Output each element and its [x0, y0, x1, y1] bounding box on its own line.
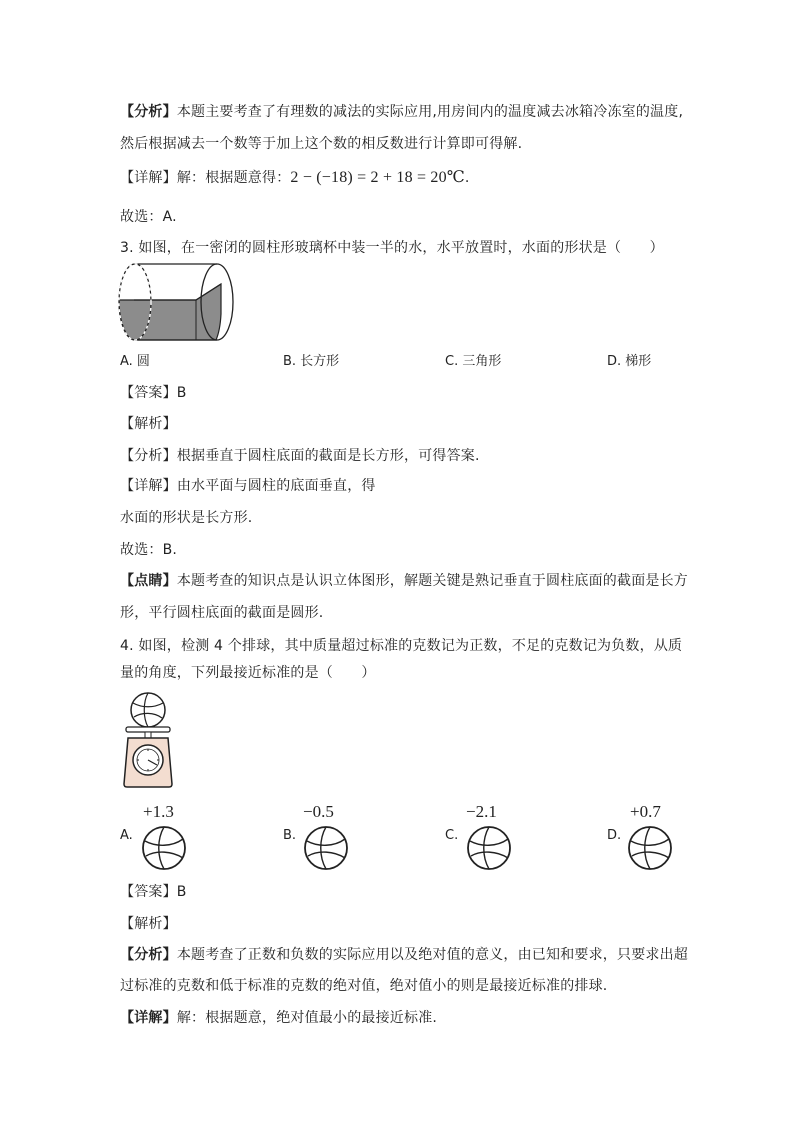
q4-analysis-line1	[120, 945, 688, 965]
q4-option-d-letter[interactable]: D.	[607, 828, 622, 843]
q4-option-c-value: −2.1	[466, 802, 497, 821]
q4-option-c-letter[interactable]: C.	[445, 828, 459, 843]
q4-option-b-value: −0.5	[303, 802, 334, 821]
detail-text: 解：根据题意，绝对值最小的最接近标准.	[176, 1010, 438, 1026]
q4-option-d-value: +0.7	[630, 802, 661, 821]
q3-detail-line2: 水面的形状是长方形.	[120, 510, 253, 526]
detail-tag: 【详解】	[120, 170, 177, 186]
analysis-tag: 【分析】	[120, 947, 177, 963]
q3-option-d[interactable]: D. 梯形	[607, 354, 652, 369]
q3-choice: 故选：B.	[120, 542, 178, 558]
volleyball-icon	[141, 825, 187, 871]
analysis-text: 本题考查了正数和负数的实际应用以及绝对值的意义，由已知和要求，只要求出超	[176, 947, 689, 963]
q3-comment-line2: 形，平行圆柱底面的截面是圆形.	[120, 605, 324, 621]
q3-question: 3. 如图，在一密闭的圆柱形玻璃杯中装一半的水，水平放置时，水面的形状是（ ）	[120, 240, 664, 256]
q4-detail	[120, 1008, 437, 1028]
q3-parse-head: 【解析】	[120, 416, 177, 432]
q3-answer: 【答案】B	[120, 385, 187, 401]
analysis-tag: 【分析】	[120, 448, 177, 464]
analysis-tag: 【分析】	[120, 104, 177, 120]
detail-tag: 【详解】	[120, 1010, 177, 1026]
q4-question-line2: 量的角度，下列最接近标准的是（ ）	[120, 665, 376, 681]
q4-question-line1: 4. 如图，检测 4 个排球，其中质量超过标准的克数记为正数，不足的克数记为负数，从质	[120, 638, 683, 654]
q4-option-a-value: +1.3	[143, 802, 174, 821]
q3-comment-line1	[120, 571, 688, 591]
q2-detail	[120, 168, 470, 188]
q4-option-a-letter[interactable]: A.	[120, 828, 133, 843]
q2-choice: 故选：A.	[120, 209, 177, 225]
q2-analysis-line2: 然后根据减去一个数等于加上这个数的相反数进行计算即可得解.	[120, 136, 523, 152]
volleyball-icon	[627, 825, 673, 871]
q3-option-a[interactable]: A. 圆	[120, 354, 150, 369]
q4-answer: 【答案】B	[120, 884, 187, 900]
analysis-text: 本题主要考查了有理数的减法的实际应用,用房间内的温度减去冰箱冷冻室的温度,	[176, 104, 684, 120]
detail-math: 2 − (−18) = 2 + 18 = 20℃	[290, 169, 465, 186]
q4-parse-head: 【解析】	[120, 916, 177, 932]
q3-detail	[120, 476, 376, 496]
q3-option-c[interactable]: C. 三角形	[445, 354, 502, 369]
detail-tag: 【详解】	[120, 478, 177, 494]
analysis-text: 根据垂直于圆柱底面的截面是长方形，可得答案.	[176, 448, 480, 464]
q3-analysis	[120, 446, 480, 466]
q4-option-b-letter[interactable]: B.	[283, 828, 297, 843]
detail-end: .	[464, 170, 470, 186]
scale-with-ball-figure	[118, 690, 178, 790]
volleyball-icon	[466, 825, 512, 871]
detail-text: 由水平面与圆柱的底面垂直，得	[176, 478, 376, 494]
q3-option-b[interactable]: B. 长方形	[283, 354, 340, 369]
volleyball-icon	[303, 825, 349, 871]
q2-analysis-line1	[120, 102, 683, 122]
q4-analysis-line2: 过标准的克数和低于标准的克数的绝对值，绝对值小的则是最接近标准的排球.	[120, 978, 608, 994]
cylinder-figure	[118, 262, 234, 346]
detail-prefix: 解：根据题意得：	[176, 170, 291, 186]
comment-tag: 【点睛】	[120, 573, 177, 589]
comment-text: 本题考查的知识点是认识立体图形，解题关键是熟记垂直于圆柱底面的截面是长方	[176, 573, 689, 589]
